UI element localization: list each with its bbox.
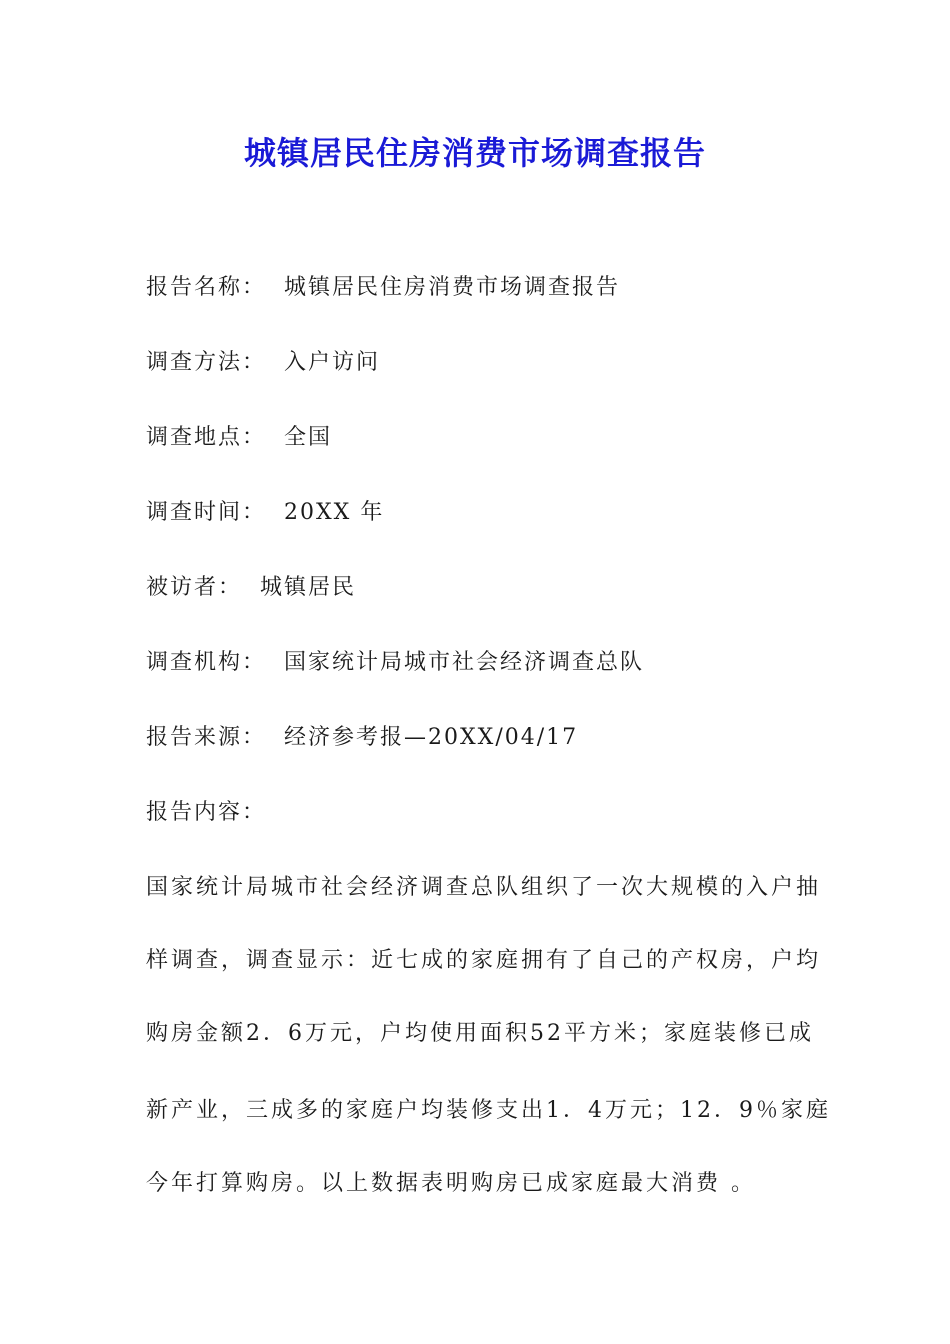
field-value: 经济参考报—20XX/04/17 [284,725,579,750]
field-respondents [146,570,356,601]
field-survey-method [146,345,380,376]
field-value: 20XX 年 [284,500,385,525]
field-value: 入户访问 [284,350,381,375]
field-label: 报告内容： [146,800,267,825]
body-paragraph-line: 样调查，调查显示：近七成的家庭拥有了自己的产权房，户均 [146,948,822,973]
field-survey-location [146,420,332,451]
document-title: 城镇居民住房消费市场调查报告 [243,134,706,172]
field-label: 调查方法： [146,350,267,375]
field-value: 全国 [284,425,333,450]
field-report-content [146,795,284,826]
field-report-name [146,270,620,301]
field-value: 城镇居民 [260,575,357,600]
body-paragraph-line: 新产业，三成多的家庭户均装修支出1．4万元；12．9％家庭 [146,1098,831,1123]
body-paragraph-line: 今年打算购房。以上数据表明购房已成家庭最大消费 。 [146,1171,756,1196]
field-label: 调查地点： [146,425,267,450]
field-label: 报告来源： [146,725,267,750]
field-label: 被访者： [146,575,243,600]
field-label: 报告名称： [146,275,267,300]
field-value: 国家统计局城市社会经济调查总队 [284,650,645,675]
field-report-source [146,720,578,751]
body-paragraph-line: 国家统计局城市社会经济调查总队组织了一次大规模的入户抽 [146,875,822,900]
field-label: 调查时间： [146,500,267,525]
field-label: 调查机构： [146,650,267,675]
field-value: 城镇居民住房消费市场调查报告 [284,275,621,300]
field-survey-time [146,495,384,526]
body-paragraph-line: 购房金额2．6万元，户均使用面积52平方米；家庭装修已成 [146,1021,814,1046]
field-survey-agency [146,645,644,676]
